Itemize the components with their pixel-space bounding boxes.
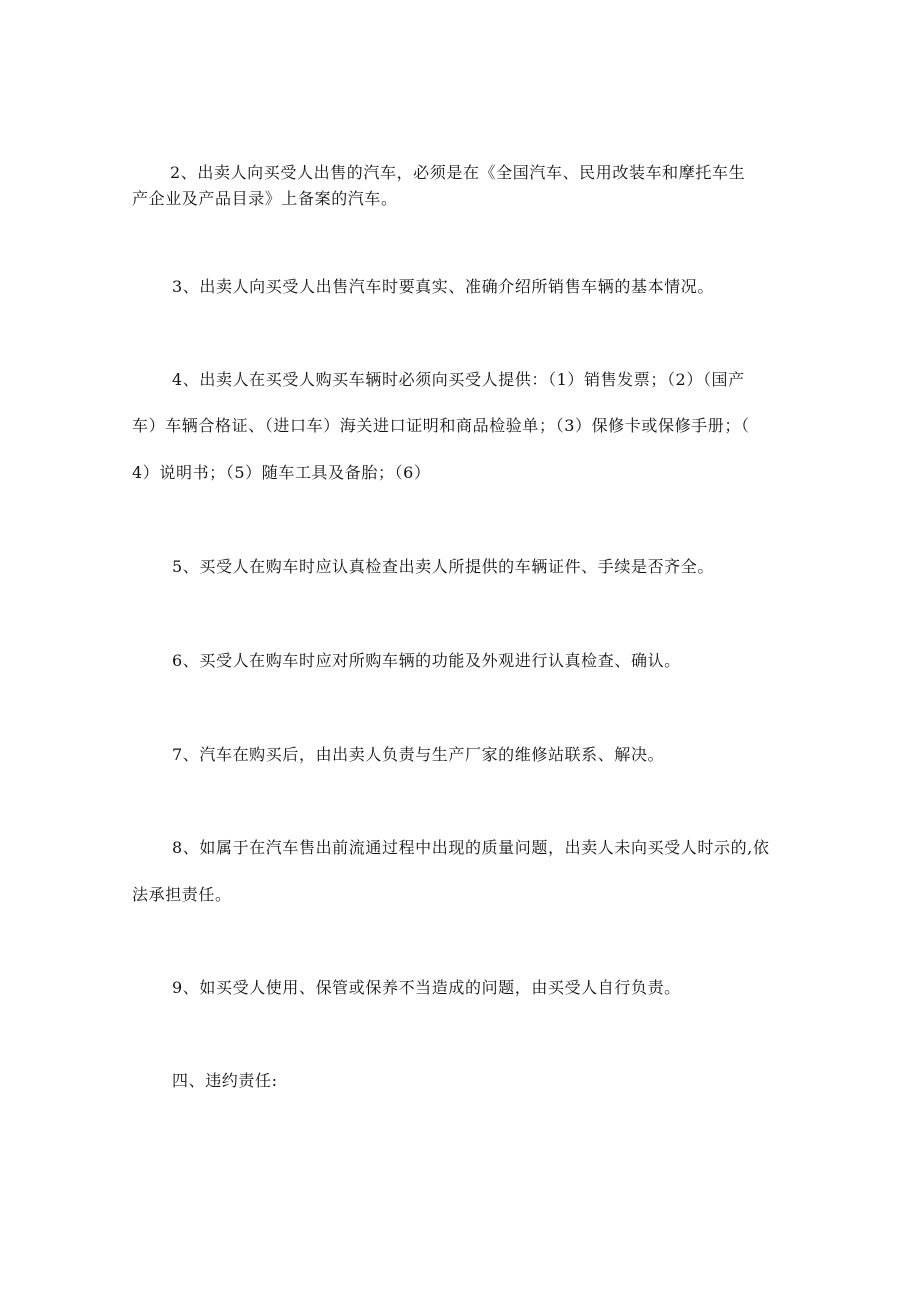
section-4-heading: 四、违约责任: [172,1071,278,1090]
clause-3: 3、出卖人向买受人出售汽车时要真实、准确介绍所销售车辆的基本情况。 [172,277,714,296]
clause-2-line-2: 产企业及产品目录》上备案的汽车。 [132,189,398,208]
clause-8-line-1: 8、如属于在汽车售出前流通过程中出现的质量问题，出卖人未向买受人时示的,依 [172,838,770,857]
clause-4-line-3: 4）说明书；（5）随车工具及备胎；（6） [132,463,431,482]
clause-4-line-1: 4、出卖人在买受人购买车辆时必须向买受人提供：（1）销售发票；（2）（国产 [172,370,745,389]
clause-9: 9、如买受人使用、保管或保养不当造成的问题，由买受人自行负责。 [172,978,681,997]
clause-7: 7、汽车在购买后，由出卖人负责与生产厂家的维修站联系、解决。 [172,745,665,764]
clause-2-line-1: 2、出卖人向买受人出售的汽车，必须是在《全国汽车、民用改装车和摩托车生 [170,163,746,182]
clause-5: 5、买受人在购车时应认真检查出卖人所提供的车辆证件、手续是否齐全。 [172,557,714,576]
clause-4-line-2: 车）车辆合格证、（进口车）海关进口证明和商品检验单；（3）保修卡或保修手册；（ [132,416,750,435]
clause-6: 6、买受人在购车时应对所购车辆的功能及外观进行认真检查、确认。 [172,651,681,670]
clause-8-line-2: 法承担责任。 [132,885,232,904]
